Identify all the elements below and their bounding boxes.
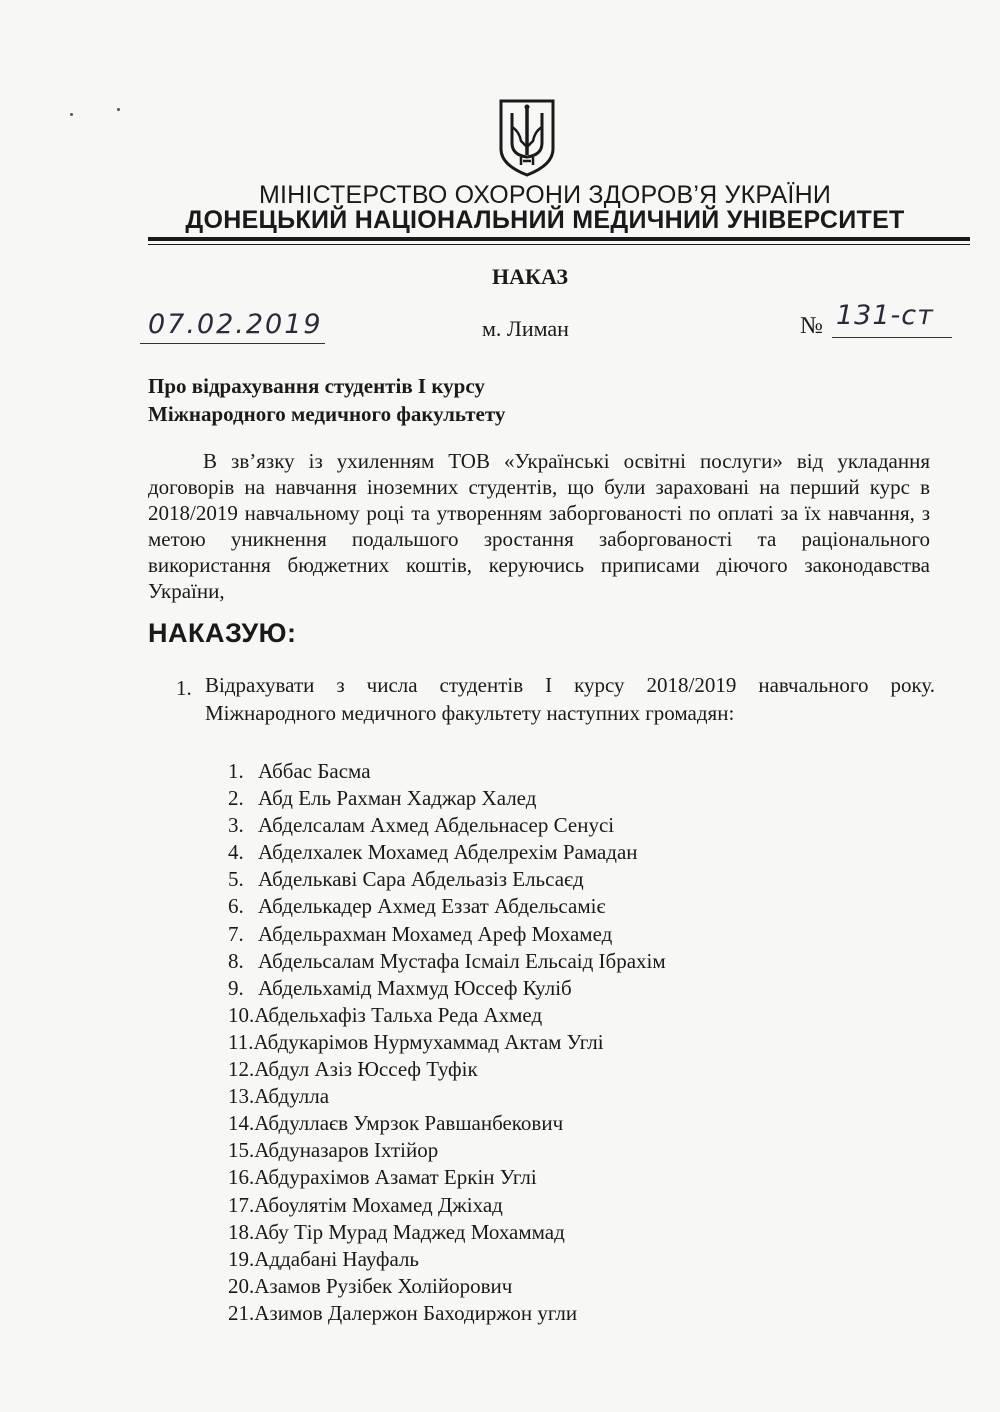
student-list-item [228, 1273, 666, 1300]
student-number: 9. [228, 975, 244, 1000]
student-name: Абу Тір Мурад Маджед Мохаммад [254, 1219, 565, 1244]
order-city: м. Лиман [482, 316, 569, 341]
student-list-item [228, 893, 666, 920]
subject-line: Про відрахування студентів І курсу [148, 374, 485, 398]
subject-line: Міжнародного медичного факультету [148, 402, 506, 426]
student-list-item [228, 839, 666, 866]
order-subject [148, 372, 505, 428]
item-text: Відрахувати з числа студентів І курсу 2018/2019 навчального року. Міжнародного медичного факультету наступних громадян: [205, 673, 935, 725]
student-name: Абдурахімов Азамат Еркін Углі [254, 1165, 537, 1190]
student-number: 20. [228, 1273, 255, 1298]
scan-speck [117, 108, 120, 111]
order-directive-word: НАКАЗУЮ: [148, 618, 297, 648]
student-name: Абдуназаров Іхтійор [254, 1138, 439, 1163]
student-name: Абдул Азіз Юссеф Туфік [254, 1057, 478, 1082]
student-name: Азамов Рузібек Холійорович [254, 1273, 513, 1298]
student-name: Абделькадер Ахмед Еззат Абдельсаміє [258, 894, 606, 919]
student-number: 6. [228, 894, 244, 919]
student-name: Абдельрахман Мохамед Ареф Мохамед [258, 921, 613, 946]
student-number: 18. [228, 1219, 255, 1244]
student-name: Абдулла [254, 1084, 330, 1109]
order-number-sign: № [800, 313, 823, 339]
student-list-item [228, 1300, 666, 1327]
student-name: Абдельсалам Мустафа Ісмаіл Ельсаід Ібрахім [258, 948, 666, 973]
student-list-item [228, 1083, 666, 1110]
order-number: 131-ст [836, 300, 934, 331]
student-number: 14. [228, 1111, 255, 1136]
student-number: 7. [228, 921, 244, 946]
trident-coat-of-arms-icon [497, 97, 557, 177]
student-list-item [228, 975, 666, 1002]
student-name: Абделькаві Сара Абдельазіз Ельсаєд [258, 867, 584, 892]
student-list-item [228, 785, 666, 812]
student-name: Абделхалек Мохамед Абделрехім Рамадан [258, 840, 638, 865]
student-number: 8. [228, 948, 244, 973]
student-number: 4. [228, 840, 244, 865]
number-underline [832, 337, 952, 338]
preamble-paragraph: В зв’язку із ухиленням ТОВ «Українські освітні послуги» від укладання договорів на навчання іноземних студентів, що були зараховані на перший курс в 2018/2019 навчальному році та утворенням заборгованості по оплаті за їх навчання, з метою уникнення подальшого зростання заборгованості та раціонального використання бюджетних коштів, керуючись приписами діючого законодавства України, [148, 449, 930, 603]
date-underline [140, 343, 325, 344]
student-list-item [228, 1246, 666, 1273]
student-name: Абделсалам Ахмед Абдельнасер Сенусі [258, 813, 615, 838]
header-divider-thin [148, 244, 970, 245]
student-list-item [228, 1056, 666, 1083]
student-number: 16. [228, 1165, 255, 1190]
student-number: 11. [228, 1029, 254, 1054]
student-name: Абдуллаєв Умрзок Равшанбекович [254, 1111, 564, 1136]
order-title: НАКАЗ [492, 264, 568, 289]
student-number: 17. [228, 1192, 255, 1217]
ministry-name: МІНІСТЕРСТВО ОХОРОНИ ЗДОРОВ’Я УКРАЇНИ [259, 181, 831, 209]
student-list-item [228, 1164, 666, 1191]
student-list-item [228, 1002, 666, 1029]
student-number: 19. [228, 1246, 255, 1271]
student-number: 13. [228, 1084, 255, 1109]
student-list-item [228, 1219, 666, 1246]
student-list-item [228, 812, 666, 839]
student-list-item [228, 1137, 666, 1164]
item-number: 1. [176, 676, 192, 700]
student-list-item [228, 1029, 666, 1056]
student-list [228, 758, 666, 1327]
student-list-item [228, 948, 666, 975]
student-number: 15. [228, 1138, 255, 1163]
student-number: 10. [228, 1002, 255, 1027]
student-number: 2. [228, 786, 244, 811]
student-number: 5. [228, 867, 244, 892]
scan-speck [70, 113, 73, 116]
student-name: Аддабані Науфаль [254, 1246, 419, 1271]
order-date: 07.02.2019 [148, 309, 323, 340]
student-list-item [228, 921, 666, 948]
student-number: 3. [228, 813, 244, 838]
student-list-item [228, 1110, 666, 1137]
student-number: 12. [228, 1057, 255, 1082]
student-list-item [228, 1192, 666, 1219]
student-name: Абдельхафіз Тальха Реда Ахмед [254, 1002, 543, 1027]
student-name: Абдукарімов Нурмухаммад Актам Углі [253, 1029, 604, 1054]
student-list-item [228, 758, 666, 785]
student-number: 1. [228, 759, 244, 783]
student-name: Абд Ель Рахман Хаджар Халед [258, 786, 537, 811]
student-number: 21. [228, 1300, 255, 1325]
student-list-item [228, 866, 666, 893]
student-name: Аббас Басма [258, 759, 371, 783]
student-name: Азимов Далержон Баходиржон угли [254, 1300, 578, 1325]
university-name: ДОНЕЦЬКИЙ НАЦІОНАЛЬНИЙ МЕДИЧНИЙ УНІВЕРСИТЕТ [185, 206, 905, 234]
student-name: Абоулятім Мохамед Джіхад [254, 1192, 503, 1217]
header-divider-thick [148, 237, 970, 241]
student-name: Абдельхамід Махмуд Юссеф Кулiб [258, 975, 572, 1000]
